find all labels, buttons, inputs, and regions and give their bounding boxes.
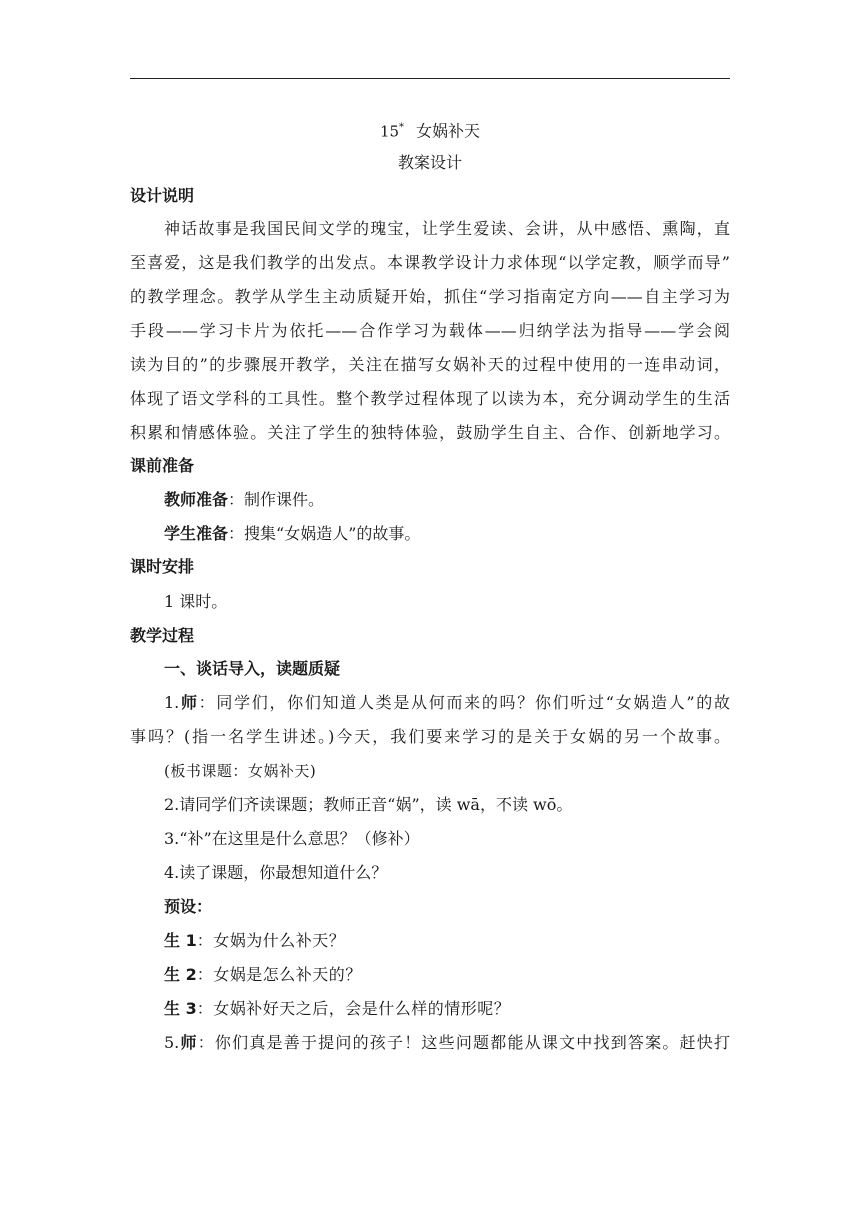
student-answer-2 — [130, 965, 730, 985]
student-preparation-label: 学生准备 — [164, 524, 229, 543]
item-5-speaker: 师 — [179, 1033, 198, 1052]
lesson-title-line — [130, 118, 730, 141]
top-rule — [130, 78, 730, 79]
schedule-heading: 课时安排 — [130, 557, 195, 576]
lesson-number: 15 — [379, 122, 400, 141]
student-answer-3-label: 生 3 — [164, 999, 197, 1018]
student-answer-3-text: ：女娲补好天之后，会是什么样的情形呢？ — [196, 999, 511, 1018]
design-notes-line-1: 神话故事是我国民间文学的瑰宝，让学生爱读、会讲，从中感悟、熏陶，直 — [164, 219, 730, 238]
student-preparation-text: ：搜集“女娲造人”的故事。 — [228, 524, 421, 543]
board-note: (板书课题：女娲补天) — [164, 762, 317, 780]
item-2: 2.请同学们齐读课题；教师正音“娲”，读 wā，不读 wō。 — [164, 795, 573, 814]
design-notes-line-2: 至喜爱，这是我们教学的出发点。本课教学设计力求体现“以学定教，顺学而导” — [130, 253, 730, 272]
process-heading: 教学过程 — [130, 626, 195, 645]
item-1-text-1: ：同学们，你们知道人类是从何而来的吗？你们听过“女娲造人”的故 — [198, 693, 730, 712]
section-1-title: 一、谈话导入，读题质疑 — [164, 659, 341, 678]
student-answer-3 — [130, 999, 730, 1019]
item-1-line-1 — [130, 693, 730, 713]
student-preparation — [130, 524, 730, 544]
design-notes-line-6: 体现了语文学科的工具性。整个教学过程体现了以读为本，充分调动学生的生活 — [130, 389, 730, 408]
student-answer-2-text: ：女娲是怎么补天的？ — [196, 965, 362, 984]
lesson-title: 女娲补天 — [416, 121, 481, 141]
design-notes-line-4: 手段——学习卡片为依托——合作学习为载体——归纳学法为指导——学会阅 — [130, 321, 730, 340]
design-notes-line-5: 读为目的”的步骤展开教学，关注在描写女娲补天的过程中使用的一连串动词， — [130, 355, 730, 374]
student-answer-2-label: 生 2 — [164, 965, 197, 984]
preparation-heading: 课前准备 — [130, 456, 195, 475]
design-notes-heading: 设计说明 — [130, 186, 195, 205]
item-5-line-1 — [130, 1033, 730, 1053]
item-1-speaker: 师 — [179, 693, 199, 712]
item-5-text: ：你们真是善于提问的孩子！这些问题都能从课文中找到答案。赶快打 — [197, 1033, 730, 1052]
teacher-preparation-text: ：制作课件。 — [228, 490, 325, 509]
item-1-line-2: 事吗？(指一名学生讲述。)今天，我们要来学习的是关于女娲的另一个故事。 — [130, 727, 730, 746]
student-answer-1 — [130, 931, 730, 951]
teacher-preparation-label: 教师准备 — [164, 490, 229, 509]
teacher-preparation — [130, 490, 730, 510]
item-3: 3.“补”在这里是什么意思？（修补） — [164, 829, 420, 848]
student-answer-1-label: 生 1 — [164, 931, 197, 950]
preset-label: 预设： — [164, 897, 213, 916]
student-answer-1-text: ：女娲为什么补天？ — [196, 931, 346, 950]
item-5-prefix: 5. — [164, 1033, 180, 1052]
schedule-text: 1 课时。 — [164, 592, 228, 611]
page-subtitle: 教案设计 — [397, 153, 462, 172]
item-4: 4.读了课题，你最想知道什么？ — [164, 863, 388, 882]
design-notes-line-7: 积累和情感体验。关注了学生的独特体验，鼓励学生自主、合作、创新地学习。 — [130, 423, 730, 442]
item-1-prefix: 1. — [164, 693, 180, 712]
design-notes-line-3: 的教学理念。教学从学生主动质疑开始，抓住“学习指南定方向——自主学习为 — [130, 287, 730, 306]
lesson-mark: * — [399, 122, 405, 133]
